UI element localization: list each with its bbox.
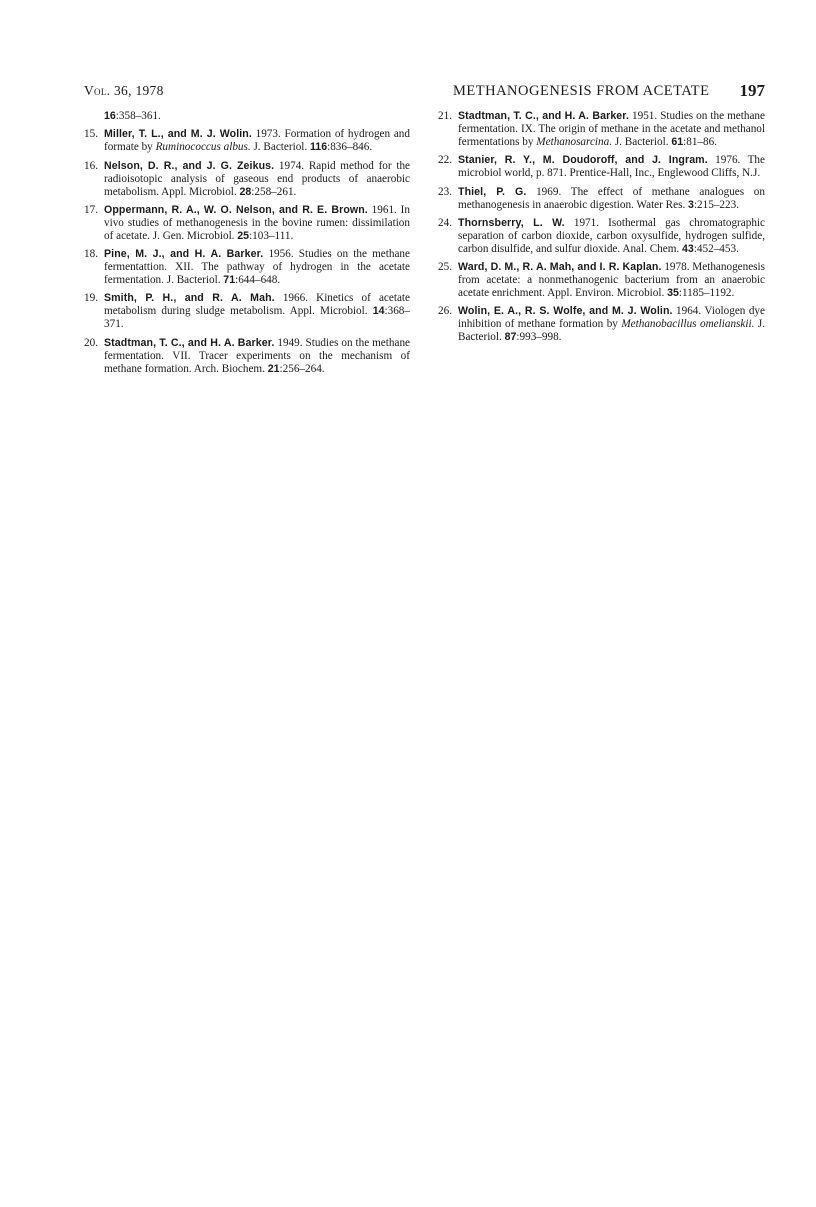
- ref-number: 20.: [84, 336, 98, 349]
- reference-entry: [84, 204, 410, 243]
- ref-pages: :452–453.: [693, 242, 739, 255]
- ref-number: 15.: [84, 128, 98, 141]
- ref-pages: :358–361.: [115, 110, 161, 122]
- ref-pages: :368–371.: [104, 305, 410, 331]
- ref-volume: 87: [504, 331, 517, 344]
- reference-entry: [438, 154, 765, 180]
- ref-text: 1964. Viologen dye inhibition of methane formation by: [458, 305, 765, 331]
- ref-authors: Stanier, R. Y., M. Doudoroff, and J. Ingram.: [458, 154, 708, 167]
- ref-authors: Ward, D. M., R. A. Mah, and I. R. Kaplan.: [458, 261, 662, 274]
- ref-authors: Stadtman, T. C., and H. A. Barker.: [104, 336, 275, 349]
- ref-text: 1951. Studies on the methane fermentation. IX. The origin of methane in the acetate and methanol fermentations by: [458, 110, 765, 148]
- ref-pages: :836–846.: [327, 141, 373, 154]
- ref-pages: :258–261.: [251, 185, 297, 198]
- running-header: [84, 83, 765, 107]
- ref-volume: 35: [667, 287, 679, 300]
- ref-authors: Pine, M. J., and H. A. Barker.: [104, 248, 264, 261]
- ref-text-after: J. Bacteriol.: [458, 318, 765, 344]
- ref-volume: 61: [671, 136, 684, 148]
- ref-number: 19.: [84, 292, 98, 305]
- ref-volume: 43: [682, 242, 694, 255]
- reference-entry: [84, 337, 410, 376]
- ref-italic-title: Ruminococcus albus.: [155, 141, 251, 154]
- ref-number: 18.: [84, 248, 98, 261]
- ref-volume: 116: [310, 141, 328, 154]
- ref-text: 1973. Formation of hydrogen and formate by: [104, 128, 410, 154]
- ref-text: 1974. Rapid method for the radioisotopic analysis of gaseous end products of anaerobic metabolism. Appl. Microbiol.: [104, 159, 411, 198]
- ref-text-after: J. Bacteriol.: [250, 141, 310, 154]
- volume-label: Vol. 36, 1978: [84, 83, 164, 98]
- ref-authors: Nelson, D. R., and J. G. Zeikus.: [104, 159, 275, 172]
- ref-authors: Thiel, P. G.: [458, 185, 527, 198]
- ref-authors: Wolin, E. A., R. S. Wolfe, and M. J. Wolin.: [458, 305, 673, 318]
- ref-pages: :215–223.: [693, 198, 740, 211]
- ref-text: 1956. Studies on the methane fermentattion. XII. The pathway of hydrogen in the acetate fermentation. J. Bacteriol.: [104, 248, 410, 287]
- reference-column-right: [438, 110, 765, 350]
- ref-text: 1976. The microbiol world, p. 871. Prentice-Hall, Inc., Englewood Cliffs, N.J.: [458, 154, 765, 180]
- ref-text: 1971. Isothermal gas chromatographic separation of carbon dioxide, carbon oxysulfide, hydrogen sulfide, carbon disulfide, and sulfur dioxide. Anal. Chem.: [458, 216, 765, 255]
- ref-volume: 16: [104, 110, 116, 122]
- ref-number: 17.: [84, 203, 98, 216]
- ref-volume: 71: [223, 274, 236, 287]
- reference-continuation: [84, 110, 410, 123]
- ref-authors: Oppermann, R. A., W. O. Nelson, and R. E. Brown.: [104, 203, 368, 216]
- reference-column-left: [84, 110, 410, 381]
- ref-number: 23.: [438, 185, 452, 198]
- ref-pages: :103–111.: [249, 229, 294, 242]
- ref-pages: :81–86.: [683, 136, 718, 148]
- ref-authors: Smith, P. H., and R. A. Mah.: [104, 292, 275, 305]
- ref-italic-title: Methanosarcina.: [536, 136, 613, 148]
- ref-number: 25.: [438, 261, 452, 274]
- ref-pages: :256–264.: [279, 362, 325, 375]
- ref-number: 16.: [84, 159, 98, 172]
- reference-entry: [438, 261, 765, 300]
- page-number: 197: [739, 81, 765, 100]
- ref-authors: Miller, T. L., and M. J. Wolin.: [104, 128, 252, 141]
- ref-pages: :1185–1192.: [678, 287, 735, 300]
- ref-text-after: J. Bacteriol.: [612, 136, 672, 148]
- ref-number: 21.: [438, 110, 452, 122]
- ref-volume: 21: [267, 362, 280, 375]
- ref-number: 22.: [438, 154, 452, 167]
- ref-authors: Stadtman, T. C., and H. A. Barker.: [458, 110, 629, 122]
- ref-text: 1949. Studies on the methane fermentation. VII. Tracer experiments on the mechanism of methane formation. Arch. Biochem.: [104, 336, 411, 375]
- ref-text: 1978. Methanogenesis from acetate: a nonmethanogenic bacterium from an anaerobic acetate enrichment. Appl. Environ. Microbiol.: [458, 261, 766, 300]
- reference-entry: [84, 128, 410, 154]
- reference-entry: [438, 305, 765, 344]
- ref-text: 1961. In vivo studies of methanogenesis in the bovine rumen: dissimilation of acetate. J. Gen. Microbiol.: [104, 203, 410, 242]
- ref-number: 24.: [438, 216, 452, 229]
- running-title: METHANOGENESIS FROM ACETATE: [453, 83, 710, 99]
- reference-entry: [84, 248, 410, 287]
- ref-number: 26.: [438, 305, 452, 318]
- ref-volume: 25: [237, 229, 250, 242]
- reference-entry: [438, 217, 765, 256]
- ref-text: 1969. The effect of methane analogues on methanogenesis in anaerobic digestion. Water Res.: [458, 185, 765, 211]
- reference-list-left: [84, 128, 410, 375]
- reference-list-right: [438, 110, 765, 344]
- ref-pages: :644–648.: [235, 274, 281, 287]
- ref-text: 1966. Kinetics of acetate metabolism during sludge metabolism. Appl. Microbiol.: [104, 292, 410, 318]
- ref-pages: :993–998.: [516, 331, 562, 344]
- ref-volume: 28: [239, 185, 252, 198]
- reference-entry: [84, 160, 410, 199]
- ref-authors: Thornsberry, L. W.: [458, 216, 565, 229]
- reference-entry: [84, 292, 410, 331]
- ref-volume: 3: [688, 198, 694, 211]
- ref-volume: 14: [372, 305, 385, 318]
- reference-entry: [438, 110, 765, 149]
- ref-italic-title: Methanobacillus omelianskii.: [621, 318, 755, 331]
- reference-entry: [438, 186, 765, 212]
